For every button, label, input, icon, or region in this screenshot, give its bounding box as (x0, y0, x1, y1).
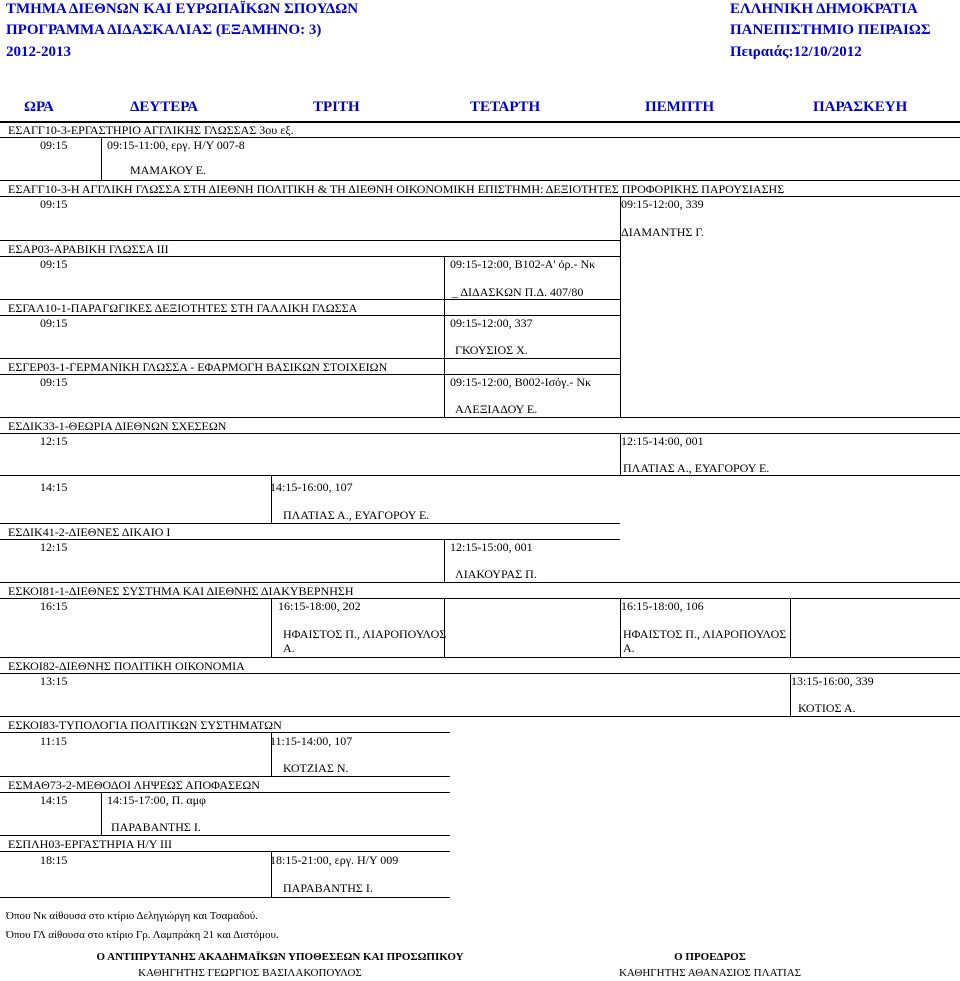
course-title: ΕΣΑΡ03-ΑΡΑΒΙΚΗ ΓΛΩΣΣΑ ΙΙΙ (8, 242, 169, 256)
col-monday: ΔΕΥΤΕΡΑ (130, 99, 199, 115)
course-title: ΕΣΜΑΘ73-2-ΜΕΘΟΔΟΙ ΛΗΨΕΩΣ ΑΠΟΦΑΣΕΩΝ (8, 778, 260, 792)
course-teacher: ΑΛΕΞΙΑΔΟΥ Ε. (455, 402, 538, 416)
course-hour: 16:15 (40, 599, 68, 613)
course-title: ΕΣΚΟΙ81-1-ΔΙΕΘΝΕΣ ΣΥΣΤΗΜΑ ΚΑΙ ΔΙΕΘΝΗΣ ΔΙΑΚΥΒΕΡΝΗΣΗ (8, 584, 354, 598)
row-rule (0, 433, 960, 434)
col-divider (271, 475, 272, 523)
course-teacher: ΠΛΑΤΙΑΣ Α., ΕΥΑΓΟΡΟΥ Ε. (623, 461, 770, 475)
course-slot: 11:15-14:00, 107 (270, 734, 353, 748)
col-thursday: ΠΕΜΠΤΗ (645, 99, 715, 115)
col-divider (790, 673, 791, 716)
footer-note-nk: Όπου Νκ αίθουσα στο κτίριο Δεληγιώργη και Τσαμαδού. (6, 910, 258, 922)
country-name: ΕΛΛΗΝΙΚΗ ΔΗΜΟΚΡΑΤΙΑ (730, 1, 918, 17)
row-rule (0, 732, 450, 733)
row-rule (0, 240, 620, 241)
col-divider (101, 792, 102, 835)
course-hour: 12:15 (40, 540, 68, 554)
department-title: ΤΜΗΜΑ ΔΙΕΘΝΩΝ ΚΑΙ ΕΥΡΩΠΑΪΚΩΝ ΣΠΟΥΔΩΝ (6, 1, 359, 17)
academic-year: 2012-2013 (6, 44, 71, 60)
course-teacher: Α. (623, 641, 635, 655)
course-teacher: ΛΙΑΚΟΥΡΑΣ Π. (455, 567, 537, 581)
course-teacher: ΚΟΤΖΙΑΣ Ν. (283, 761, 349, 775)
row-rule (0, 417, 960, 418)
col-hour: ΩΡΑ (24, 99, 54, 115)
course-teacher: ΔΙΑΜΑΝΤΗΣ Γ. (621, 225, 704, 239)
course-hour: 13:15 (40, 674, 68, 688)
course-teacher: ΠΛΑΤΙΑΣ Α., ΕΥΑΓΟΡΟΥ Ε. (283, 508, 430, 522)
course-slot: 09:15-12:00, 337 (450, 316, 533, 330)
course-title: ΕΣΑΓΓ10-3-Η ΑΓΓΛΙΚΗ ΓΛΩΣΣΑ ΣΤΗ ΔΙΕΘΝΗ ΠΟΛΙΤΙΚΗ & ΤΗ ΔΙΕΘΝΗ ΟΙΚΟΝΟΜΙΚΗ ΕΠΙΣΤΗΜΗ: ΔΕΞΙΟΤΗΤΕΣ ΠΡΟΦΟΡΙΚΗΣ ΠΑΡΟΥΣΙΑΣΗΣ (8, 182, 785, 196)
course-title: ΕΣΔΙΚ41-2-ΔΙΕΘΝΕΣ ΔΙΚΑΙΟ Ι (8, 525, 171, 539)
col-divider (620, 196, 621, 417)
course-teacher: Α. (283, 641, 295, 655)
row-rule (0, 299, 620, 300)
course-hour: 09:15 (40, 375, 68, 389)
course-title: ΕΣΚΟΙ82-ΔΙΕΘΝΗΣ ΠΟΛΙΤΙΚΗ ΟΙΚΟΝΟΜΙΑ (8, 659, 245, 673)
col-divider (620, 598, 621, 657)
col-divider (444, 539, 445, 582)
vice-rector-name: ΚΑΘΗΓΗΤΗΣ ΓΕΩΡΓΙΟΣ ΒΑΣΙΛΑΚΟΠΟΥΛΟΣ (138, 967, 362, 979)
col-divider (444, 256, 445, 417)
course-hour: 14:15 (40, 480, 68, 494)
col-wednesday: ΤΕΤΑΡΤΗ (470, 99, 541, 115)
course-hour: 09:15 (40, 138, 68, 152)
course-title: ΕΣΠΛΗ03-ΕΡΓΑΣΤΗΡΙΑ Η/Υ ΙΙΙ (8, 837, 172, 851)
row-rule (0, 358, 620, 359)
course-hour: 09:15 (40, 257, 68, 271)
course-slot: 16:15-18:00, 106 (621, 599, 704, 613)
col-divider (101, 137, 102, 180)
course-slot: 18:15-21:00, εργ. Η/Υ 009 (270, 853, 399, 867)
course-teacher: ΗΦΑΙΣΤΟΣ Π., ΛΙΑΡΟΠΟΥΛΟΣ (623, 627, 787, 641)
row-rule (0, 475, 960, 476)
course-slot: 12:15-15:00, 001 (450, 540, 533, 554)
row-rule (0, 180, 960, 181)
chair-title: Ο ΠΡΟΕΔΡΟΣ (674, 951, 746, 963)
course-hour: 11:15 (40, 734, 67, 748)
course-slot: 13:15-16:00, 339 (791, 674, 874, 688)
row-rule (0, 196, 960, 197)
col-divider (790, 598, 791, 657)
row-rule (0, 776, 450, 777)
course-teacher: ΗΦΑΙΣΤΟΣ Π., ΛΙΑΡΟΠΟΥΛΟΣ (283, 627, 447, 641)
row-rule (0, 851, 450, 852)
row-rule (0, 835, 450, 836)
col-divider (620, 433, 621, 475)
col-divider (271, 732, 272, 776)
row-rule (0, 598, 960, 599)
course-title: ΕΣΚΟΙ83-ΤΥΠΟΛΟΓΙΑ ΠΟΛΙΤΙΚΩΝ ΣΥΣΤΗΜΑΤΩΝ (8, 718, 282, 732)
program-title: ΠΡΟΓΡΑΜΜΑ ΔΙΔΑΣΚΑΛΙΑΣ (ΕΞΑΜΗΝΟ: 3) (6, 22, 322, 38)
chair-name: ΚΑΘΗΓΗΤΗΣ ΑΘΑΝΑΣΙΟΣ ΠΛΑΤΙΑΣ (618, 967, 802, 979)
course-teacher: ΓΚΟΥΣΙΟΣ Χ. (455, 343, 528, 357)
course-hour: 09:15 (40, 197, 68, 211)
course-teacher: ΜΑΜΑΚΟΥ Ε. (130, 163, 207, 177)
course-teacher: _ ΔΙΔΑΣΚΩΝ Π.Δ. 407/80 (452, 285, 584, 299)
course-hour: 18:15 (40, 853, 68, 867)
course-title: ΕΣΓΕΡ03-1-ΓΕΡΜΑΝΙΚΗ ΓΛΩΣΣΑ - ΕΦΑΡΜΟΓΗ ΒΑΣΙΚΩΝ ΣΤΟΙΧΕΙΩΝ (8, 360, 388, 374)
row-rule (0, 792, 450, 793)
course-slot: 14:15-16:00, 107 (270, 480, 353, 494)
course-slot: 09:15-12:00, Β102-Α' όρ.- Νκ (450, 257, 596, 271)
footer-note-gl: Όπου ΓΛ αίθουσα στο κτίριο Γρ. Λαμπράκη 21 και Διστόμου. (6, 929, 279, 941)
university-name: ΠΑΝΕΠΙΣΤΗΜΙΟ ΠΕΙΡΑΙΩΣ (730, 22, 931, 38)
row-rule (0, 582, 960, 583)
course-slot: 09:15-12:00, 339 (621, 197, 704, 211)
course-hour: 14:15 (40, 793, 68, 807)
col-divider (444, 598, 445, 657)
col-divider (271, 598, 272, 657)
col-tuesday: ΤΡΙΤΗ (313, 99, 360, 115)
course-slot: 16:15-18:00, 202 (278, 599, 361, 613)
vice-rector-title: Ο ΑΝΤΙΠΡΥΤΑΝΗΣ ΑΚΑΔΗΜΑΪΚΩΝ ΥΠΟΘΕΣΕΩΝ ΚΑΙ ΠΡΟΣΩΠΙΚΟΥ (96, 951, 464, 963)
course-teacher: ΚΟΤΙΟΣ Α. (798, 701, 856, 715)
course-slot: 14:15-17:00, Π. αμφ (107, 793, 206, 807)
col-divider (271, 851, 272, 897)
course-hour: 09:15 (40, 316, 68, 330)
course-slot: 12:15-14:00, 001 (621, 434, 704, 448)
row-rule (0, 523, 620, 524)
course-title: ΕΣΑΓΓ10-3-ΕΡΓΑΣΤΗΡΙΟ ΑΓΓΛΙΚΗΣ ΓΛΩΣΣΑΣ 3ου εξ. (8, 123, 294, 137)
row-rule (0, 657, 960, 658)
course-title: ΕΣΔΙΚ33-1-ΘΕΩΡΙΑ ΔΙΕΘΝΩΝ ΣΧΕΣΕΩΝ (8, 419, 227, 433)
course-hour: 12:15 (40, 434, 68, 448)
row-rule (0, 897, 450, 898)
course-teacher: ΠΑΡΑΒΑΝΤΗΣ Ι. (283, 881, 373, 895)
course-slot: 09:15-11:00, εργ. Η/Υ 007-8 (107, 138, 245, 152)
place-date: Πειραιάς:12/10/2012 (730, 44, 862, 60)
course-title: ΕΣΓΑΛ10-1-ΠΑΡΑΓΩΓΙΚΕΣ ΔΕΞΙΟΤΗΤΕΣ ΣΤΗ ΓΑΛΛΙΚΗ ΓΛΩΣΣΑ (8, 301, 358, 315)
row-rule (0, 716, 960, 717)
col-friday: ΠΑΡΑΣΚΕΥΗ (813, 99, 908, 115)
course-slot: 09:15-12:00, Β002-Ισόγ.- Νκ (450, 375, 592, 389)
course-teacher: ΠΑΡΑΒΑΝΤΗΣ Ι. (111, 820, 201, 834)
